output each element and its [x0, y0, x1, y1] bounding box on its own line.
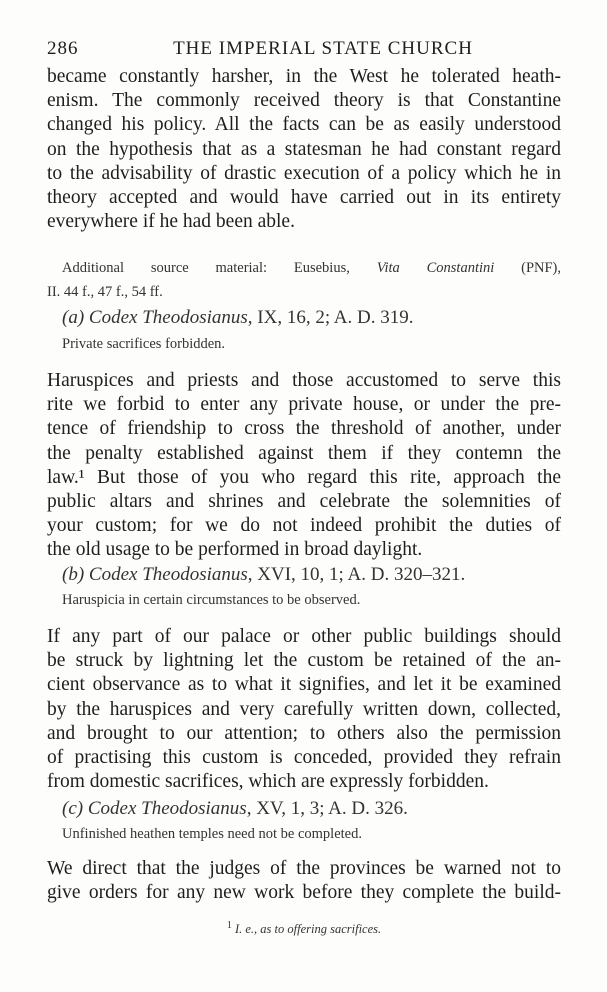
paragraph-3	[47, 625, 561, 794]
paragraph-4	[47, 857, 561, 905]
section-source: Codex Theodosianus	[88, 564, 248, 585]
text-line: give orders for any new work before they complete the build-	[47, 882, 561, 904]
text-line: theory accepted and would have carried out in its entirety	[47, 187, 561, 209]
text-line: on the hypothesis that as a statesman he had constant regard	[47, 138, 561, 160]
text-line: the penalty established against them if they contemn the	[47, 442, 561, 464]
text-line: cient observance as to what it signifies, and let it be examined	[47, 674, 561, 696]
section-source: Codex Theodosianus	[88, 307, 248, 328]
note-suffix: (PNF),	[521, 260, 561, 276]
text-line: everywhere if he had been able.	[47, 211, 295, 233]
text-line: We direct that the judges of the provinces be warned not to	[47, 858, 561, 879]
section-citation: , IX, 16, 2; A. D. 319.	[247, 307, 414, 328]
section-label: (a)	[62, 307, 85, 328]
section-heading-a	[62, 306, 576, 330]
section-label: (b)	[62, 564, 85, 585]
text-line: the old usage to be performed in broad daylight.	[47, 539, 423, 561]
section-subtitle-c: Unfinished heathen temples need not be completed.	[62, 826, 362, 842]
section-source: Codex Theodosianus	[87, 798, 247, 819]
paragraph-1	[47, 65, 561, 234]
section-citation: , XVI, 10, 1; A. D. 320–321.	[247, 564, 466, 585]
page-number: 286	[47, 38, 79, 59]
section-heading-b	[62, 563, 576, 587]
text-line: rite we forbid to enter any private house, or under the pre-	[47, 394, 561, 416]
text-line: and brought to our attention; to others also the permission	[47, 722, 561, 744]
text-line: tence of friendship to cross the threshold of another, under	[47, 418, 561, 440]
section-subtitle-b: Haruspicia in certain circumstances to be observed.	[62, 592, 361, 608]
section-citation: , XV, 1, 3; A. D. 326.	[246, 798, 408, 819]
note-line	[62, 256, 561, 280]
note-title: Vita Constantini	[376, 260, 495, 276]
text-line: your custom; for we do not indeed prohibit the duties of	[47, 515, 561, 537]
text-line: If any part of our palace or other public buildings should	[47, 626, 561, 647]
text-line: be struck by lightning let the custom be retained of the an-	[47, 650, 561, 672]
text-line: law.¹ But those of you who regard this rite, approach the	[47, 466, 561, 488]
additional-source-note-2	[47, 280, 561, 304]
running-title: THE IMPERIAL STATE CHURCH	[173, 38, 473, 59]
section-subtitle-a: Private sacrifices forbidden.	[62, 336, 226, 352]
text-line: enism. The commonly received theory is that Constantine	[47, 90, 561, 112]
text-line: by the haruspices and very carefully written down, collected,	[47, 698, 561, 720]
footnote-mark: 1	[226, 920, 232, 931]
text-line: from domestic sacrifices, which are expressly forbidden.	[47, 771, 489, 793]
text-line: became constantly harsher, in the West he tolerated heath-	[47, 66, 561, 87]
footnote-text: I. e., as to offering sacrifices.	[234, 922, 382, 937]
section-label: (c)	[62, 798, 84, 819]
text-line: of practising this custom is conceded, provided they refrain	[47, 747, 561, 769]
text-line: public altars and shrines and celebrate the solemnities of	[47, 491, 561, 513]
note-line: II. 44 f., 47 f., 54 ff.	[47, 284, 163, 300]
text-line: Haruspices and priests and those accustomed to serve this	[47, 370, 561, 391]
footnote	[47, 920, 561, 937]
paragraph-2	[47, 369, 561, 563]
text-line: changed his policy. All the facts can be as easily understood	[47, 114, 561, 136]
additional-source-note	[62, 256, 561, 280]
section-heading-c	[62, 797, 576, 821]
text-line: to the advisability of drastic execution of a policy which he in	[47, 162, 561, 184]
note-prefix: Additional source material: Eusebius,	[62, 260, 350, 276]
